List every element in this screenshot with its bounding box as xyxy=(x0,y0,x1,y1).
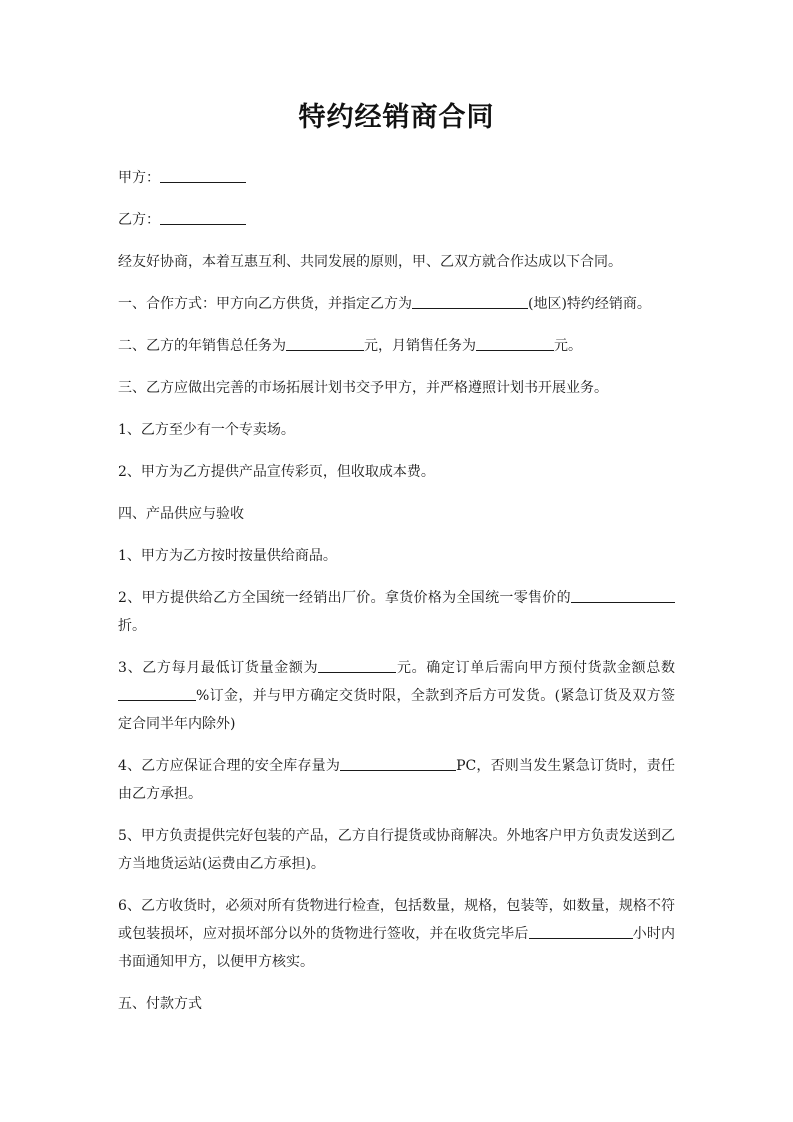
annual-target-blank xyxy=(286,336,364,351)
clause-2 xyxy=(118,332,675,360)
party-a-label: 甲方： xyxy=(118,170,160,186)
clause-4-item-2 xyxy=(118,584,675,640)
clause-4-4-text-a: 4、乙方应保证合理的安全库存量为 xyxy=(118,758,341,774)
clause-4-6-text-a: 6、乙方收货时，必须对所有货物进行检查，包括数量，规格，包装等，如数量，规格不符或包装损坏，应对损坏部分以外的货物进行签收，并在收货完毕后 xyxy=(118,898,675,942)
clause-4-3-text-a: 3、乙方每月最低订货量金额为 xyxy=(118,660,319,676)
safety-stock-blank xyxy=(340,756,456,771)
party-a-blank xyxy=(160,168,246,183)
region-blank xyxy=(412,294,528,309)
clause-1-text-b: (地区)特约经销商。 xyxy=(528,296,651,312)
clause-4-item-1: 1、甲方为乙方按时按量供给商品。 xyxy=(118,548,337,564)
notify-hours-blank xyxy=(529,924,633,939)
party-b-label: 乙方： xyxy=(118,212,160,228)
clause-3: 三、乙方应做出完善的市场拓展计划书交予甲方，并严格遵照计划书开展业务。 xyxy=(118,380,608,396)
clause-2-text-a: 二、乙方的年销售总任务为 xyxy=(118,338,286,354)
clause-1 xyxy=(118,290,675,318)
intro-paragraph: 经友好协商，本着互惠互利、共同发展的原则，甲、乙双方就合作达成以下合同。 xyxy=(118,254,622,270)
clause-4-4-text-b: PC，否则当发生紧急订货时，责任由乙方承担。 xyxy=(118,758,675,802)
clause-3-item-1: 1、乙方至少有一个专卖场。 xyxy=(118,422,295,438)
clause-4-6-text-b: 小时内书面通知甲方，以便甲方核实。 xyxy=(118,926,675,970)
party-a-line xyxy=(118,164,675,192)
clause-1-text-a: 一、合作方式：甲方向乙方供货，并指定乙方为 xyxy=(118,296,412,312)
clause-4-item-3 xyxy=(118,654,675,738)
clause-4-heading: 四、产品供应与验收 xyxy=(118,506,244,522)
clause-5-heading: 五、付款方式 xyxy=(118,996,202,1012)
document-title: 特约经销商合同 xyxy=(298,102,495,133)
monthly-target-blank xyxy=(476,336,554,351)
contract-body xyxy=(118,164,675,1018)
clause-2-text-b: 元，月销售任务为 xyxy=(364,338,476,354)
clause-3-item-2: 2、甲方为乙方提供产品宣传彩页，但收取成本费。 xyxy=(118,464,435,480)
clause-4-item-6 xyxy=(118,892,675,976)
clause-4-item-4 xyxy=(118,752,675,808)
clause-4-2-text-a: 2、甲方提供给乙方全国统一经销出厂价。拿货价格为全国统一零售价的 xyxy=(118,590,571,606)
party-b-blank xyxy=(160,210,246,225)
clause-4-3-text-c: %订金，并与甲方确定交货时限，全款到齐后方可发货。(紧急订货及双方签定合同半年内除外) xyxy=(118,688,675,732)
min-order-blank xyxy=(318,658,396,673)
clause-4-3-text-b: 元。确定订单后需向甲方预付货款金额总数 xyxy=(396,660,675,676)
deposit-percent-blank xyxy=(118,686,196,701)
clause-4-2-text-b: 折。 xyxy=(118,618,146,634)
party-b-line xyxy=(118,206,675,234)
discount-blank xyxy=(571,588,675,603)
clause-4-item-5: 5、甲方负责提供完好包装的产品，乙方自行提货或协商解决。外地客户甲方负责发送到乙方当地货运站(运费由乙方承担)。 xyxy=(118,828,675,872)
clause-2-text-c: 元。 xyxy=(554,338,582,354)
